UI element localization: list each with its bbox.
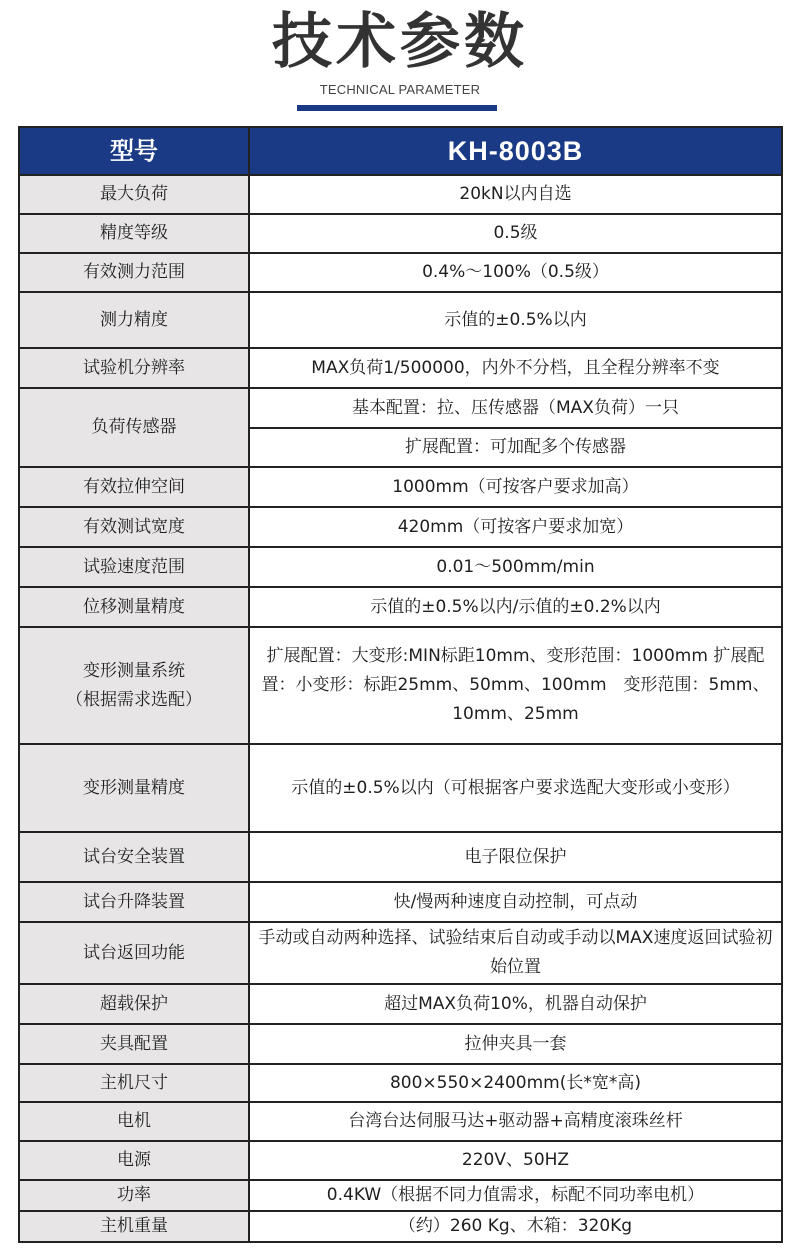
row-value: 手动或自动两种选择、试验结束后自动或手动以MAX速度返回试验初始位置 <box>249 922 782 984</box>
row-label: 电源 <box>19 1141 249 1180</box>
row-value: （约）260 Kg、木箱：320Kg <box>249 1211 782 1242</box>
model-label: 型号 <box>19 127 249 175</box>
table-row <box>19 922 782 984</box>
row-value: 示值的±0.5%以内 <box>249 292 782 348</box>
row-label: 夹具配置 <box>19 1024 249 1064</box>
row-label: 变形测量精度 <box>19 744 249 832</box>
row-label: 位移测量精度 <box>19 587 249 627</box>
table-row <box>19 547 782 587</box>
row-label: 有效测力范围 <box>19 253 249 292</box>
table-row <box>19 467 782 507</box>
table-row <box>19 1064 782 1102</box>
row-value: 超过MAX负荷10%，机器自动保护 <box>249 984 782 1024</box>
table-row <box>19 1180 782 1211</box>
table-row <box>19 348 782 388</box>
table-row <box>19 627 782 744</box>
row-label: 试台返回功能 <box>19 922 249 984</box>
table-row <box>19 832 782 882</box>
row-value: 拉伸夹具一套 <box>249 1024 782 1064</box>
spec-table <box>18 126 783 1243</box>
row-label: 主机尺寸 <box>19 1064 249 1102</box>
row-label: 最大负荷 <box>19 175 249 214</box>
table-header-row <box>19 127 782 175</box>
row-value: 台湾台达伺服马达+驱动器+高精度滚珠丝杆 <box>249 1102 782 1141</box>
table-row <box>19 1024 782 1064</box>
row-value: 220V、50HZ <box>249 1141 782 1180</box>
table-row <box>19 1102 782 1141</box>
table-row <box>19 253 782 292</box>
title-underline <box>297 105 497 111</box>
row-value: 示值的±0.5%以内/示值的±0.2%以内 <box>249 587 782 627</box>
table-row <box>19 1211 782 1242</box>
row-value: 20kN以内自选 <box>249 175 782 214</box>
row-label: 试台升降装置 <box>19 882 249 922</box>
row-label: 功率 <box>19 1180 249 1211</box>
row-value: 0.4KW（根据不同力值需求，标配不同功率电机） <box>249 1180 782 1211</box>
row-value: 基本配置：拉、压传感器（MAX负荷）一只 <box>249 388 782 428</box>
row-label: 精度等级 <box>19 214 249 253</box>
row-value: 示值的±0.5%以内（可根据客户要求选配大变形或小变形） <box>249 744 782 832</box>
row-value: 800×550×2400mm(长*宽*高) <box>249 1064 782 1102</box>
row-value: 420mm（可按客户要求加宽） <box>249 507 782 547</box>
table-row <box>19 744 782 832</box>
row-value: 0.5级 <box>249 214 782 253</box>
row-label: 电机 <box>19 1102 249 1141</box>
row-label: 试台安全装置 <box>19 832 249 882</box>
table-row <box>19 388 782 428</box>
row-label: 负荷传感器 <box>19 388 249 467</box>
row-value: 0.4%～100%（0.5级） <box>249 253 782 292</box>
row-value: 电子限位保护 <box>249 832 782 882</box>
row-label: 主机重量 <box>19 1211 249 1242</box>
row-value: 1000mm（可按客户要求加高） <box>249 467 782 507</box>
table-row <box>19 1141 782 1180</box>
page-title: 技术参数 <box>272 7 528 77</box>
row-value: 扩展配置：大变形:MIN标距10mm、变形范围：1000mm 扩展配置：小变形：标距25mm、50mm、100mm 变形范围：5mm、10mm、25mm <box>249 627 782 744</box>
row-label-main: 变形测量系统 <box>83 660 185 681</box>
model-value: KH-8003B <box>249 127 782 175</box>
row-label: 有效拉伸空间 <box>19 467 249 507</box>
table-row <box>19 214 782 253</box>
row-value: MAX负荷1/500000，内外不分档，且全程分辨率不变 <box>249 348 782 388</box>
row-label: 测力精度 <box>19 292 249 348</box>
row-label: 试验机分辨率 <box>19 348 249 388</box>
table-row <box>19 292 782 348</box>
table-row <box>19 175 782 214</box>
row-label: 有效测试宽度 <box>19 507 249 547</box>
table-row <box>19 507 782 547</box>
table-row <box>19 984 782 1024</box>
row-label-note: （根据需求选配） <box>66 689 202 710</box>
row-value: 扩展配置：可加配多个传感器 <box>249 428 782 467</box>
row-value: 0.01～500mm/min <box>249 547 782 587</box>
row-label <box>19 627 249 744</box>
row-label: 超载保护 <box>19 984 249 1024</box>
page-subtitle: TECHNICAL PARAMETER <box>319 82 481 97</box>
table-row <box>19 587 782 627</box>
row-label: 试验速度范围 <box>19 547 249 587</box>
row-value: 快/慢两种速度自动控制，可点动 <box>249 882 782 922</box>
table-row <box>19 882 782 922</box>
